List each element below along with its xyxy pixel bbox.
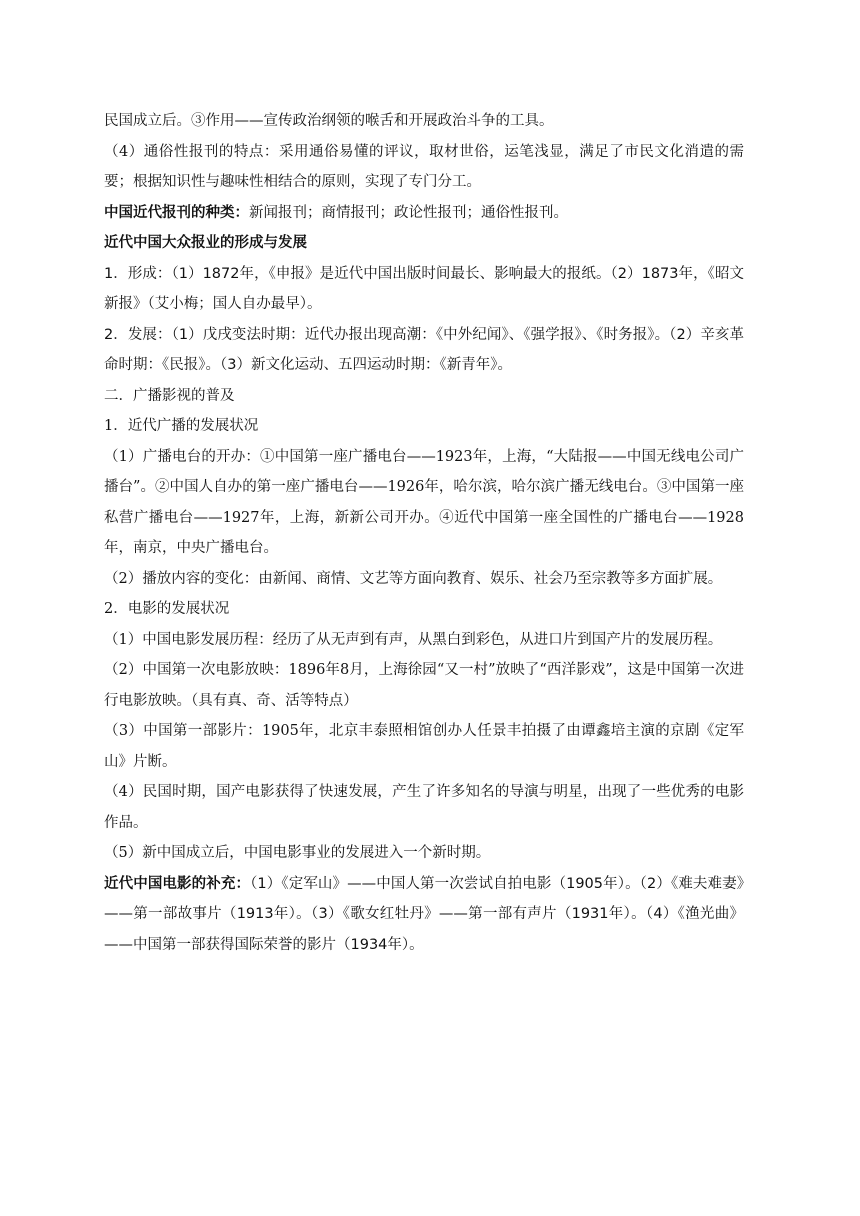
paragraph (104, 320, 744, 381)
paragraph-text: 二．广播影视的普及 (104, 387, 235, 404)
paragraph (104, 716, 744, 777)
paragraph-text: （4）民国时期，国产电影获得了快速发展，产生了许多知名的导演与明星，出现了一些优秀的电影作品。 (104, 784, 744, 831)
paragraph-text: 民国成立后。③作用——宣传政治纲领的喉舌和开展政治斗争的工具。 (104, 113, 554, 129)
paragraph-text: （2）中国第一次电影放映：1896年8月，上海徐园“又一村”放映了“西洋影戏”，这是中国第一次进行电影放映。（具有真、奇、活等特点） (104, 662, 744, 709)
paragraph (104, 259, 744, 320)
paragraph (104, 442, 744, 564)
paragraph (104, 594, 744, 625)
paragraph (104, 564, 744, 595)
paragraph (104, 777, 744, 838)
paragraph-heading: 近代中国电影的补充： (104, 875, 251, 892)
paragraph-text: 2．发展：（1）戊戌变法时期：近代办报出现高潮：《中外纪闻》、《强学报》、《时务报》。（2）辛亥革命时期：《民报》。（3）新文化运动、五四运动时期：《新青年》。 (104, 326, 744, 373)
paragraph (104, 411, 744, 442)
paragraph (104, 198, 744, 229)
paragraph-text: （4）通俗性报刊的特点：采用通俗易懂的评议，取材世俗，运笔浅显，满足了市民文化消遣的需要；根据知识性与趣味性相结合的原则，实现了专门分工。 (104, 143, 744, 190)
paragraph (104, 625, 744, 656)
paragraph (104, 137, 744, 198)
document-page (104, 106, 744, 960)
paragraph-text: （1）《定军山》——中国人第一次尝试自拍电影（1905年）。（2）《难夫难妻》——第一部故事片（1913年）。（3）《歌女红牡丹》——第一部有声片（1931年）。（4）《渔光曲》——中国第一部获得国际荣誉的影片（1934年）。 (104, 875, 744, 953)
paragraph-text: 1．近代广播的发展状况 (104, 418, 259, 434)
paragraph (104, 381, 744, 412)
paragraph-heading: 中国近代报刊的种类： (104, 204, 249, 221)
paragraph-text: （1）中国电影发展历程：经历了从无声到有声，从黑白到彩色，从进口片到国产片的发展历程。 (104, 631, 723, 648)
paragraph-text: （1）广播电台的开办：①中国第一座广播电台——1923年，上海，“大陆报——中国无线电公司广播台”。②中国人自办的第一座广播电台——1926年，哈尔滨，哈尔滨广播无线电台。③中国第一座私营广播电台——1927年，上海，新新公司开办。④近代中国第一座全国性的广播电台——1928年，南京，中央广播电台。 (104, 448, 744, 556)
section-heading (104, 228, 744, 259)
paragraph (104, 655, 744, 716)
paragraph-text: 1．形成：（1）1872年，《申报》是近代中国出版时间最长、影响最大的报纸。（2）1873年，《昭文新报》（艾小梅；国人自办最早）。 (104, 265, 744, 312)
paragraph (104, 869, 744, 961)
paragraph-text: （5）新中国成立后，中国电影事业的发展进入一个新时期。 (104, 845, 491, 861)
paragraph (104, 106, 744, 137)
paragraph-text: （3）中国第一部影片：1905年，北京丰泰照相馆创办人任景丰拍摄了由谭鑫培主演的京剧《定军山》片断。 (104, 723, 744, 770)
paragraph-heading: 近代中国大众报业的形成与发展 (104, 235, 307, 251)
paragraph (104, 838, 744, 869)
paragraph-text: （2）播放内容的变化：由新闻、商情、文艺等方面向教育、娱乐、社会乃至宗教等多方面扩展。 (104, 570, 723, 587)
paragraph-text: 新闻报刊；商情报刊；政论性报刊；通俗性报刊。 (249, 204, 568, 221)
paragraph-text: 2．电影的发展状况 (104, 601, 230, 617)
